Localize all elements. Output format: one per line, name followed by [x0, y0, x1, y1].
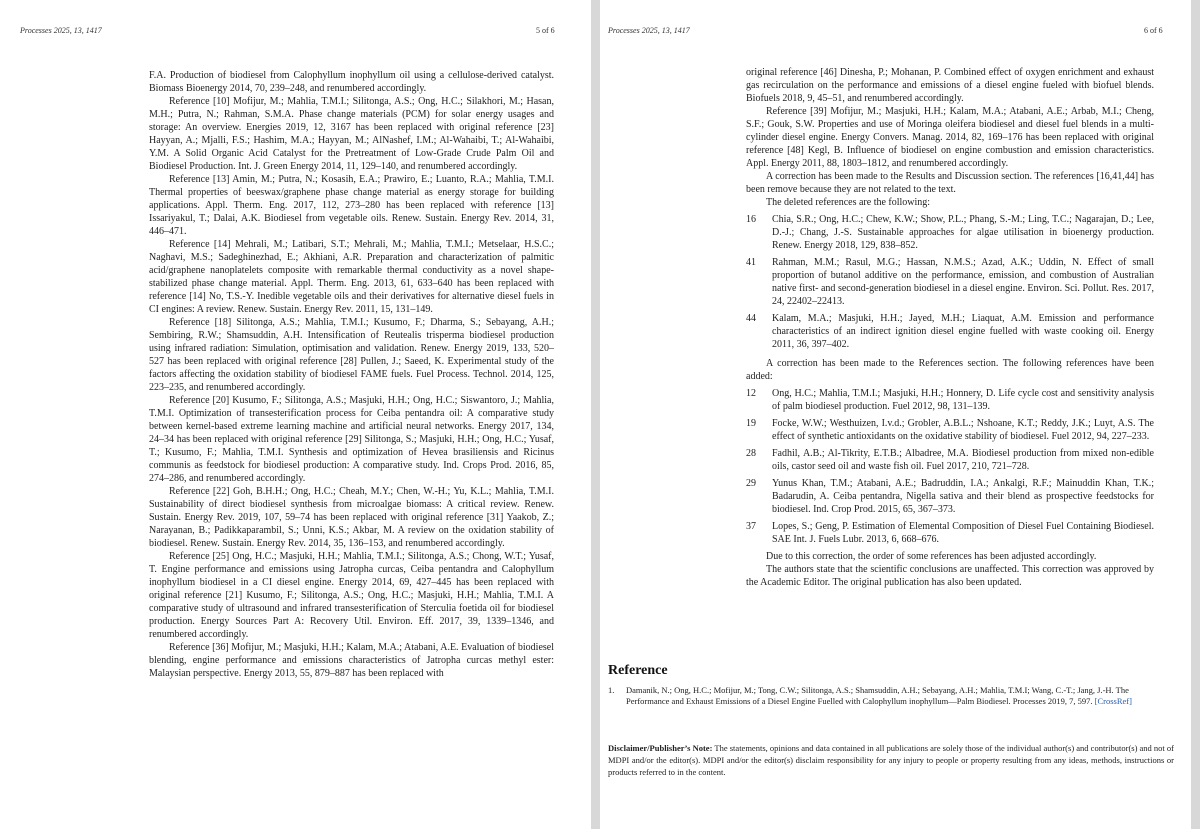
- reference-text: Yunus Khan, T.M.; Atabani, A.E.; Badruddin, I.A.; Ankalgi, R.F.; Mainuddin Khan, T.K.; Badarudin, A. Ceiba pentandra, Nigella sativa and their blend as prospective feedstocks for biodiesel. Ind. Crop Prod. 2015, 65, 367–373.: [772, 478, 1154, 515]
- paragraph: Reference [25] Ong, H.C.; Masjuki, H.H.; Mahlia, T.M.I.; Silitonga, A.S.; Chong, W.T.; Yusaf, T. Engine performance and emissions using Jatropha curcas, Ceiba pentandra and Calophyllum inophyllum biodiesel in a CI diesel engine. Energy 2014, 69, 427–445 has been replaced with original reference [21] Kusumo, F.; Silitonga, A.S.; Ong, H.C.; Masjuki, H.H.; Mahlia, T.M.I. A comparative study of ultrasound and infrared transesterification of Sterculia foetida oil for biodiesel production. Energy Sources Part A: Recovery Util. Environ. Eff. 2017, 39, 1339–1346, and renumbered accordingly.: [149, 551, 554, 640]
- page-number: 6 of 6: [1144, 26, 1163, 35]
- reference-number: 16: [746, 214, 756, 225]
- reference-list: [608, 685, 1164, 707]
- left-body: [149, 69, 554, 680]
- reference-number: 1.: [608, 685, 615, 695]
- added-reference: [746, 447, 1154, 473]
- paragraph: F.A. Production of biodiesel from Calophyllum inophyllum oil using a cellulose-derived catalyst. Biomass Bioenergy 2014, 70, 239–248, and renumbered accordingly.: [149, 70, 554, 94]
- reference-text: [626, 685, 1164, 707]
- paragraph: original reference [46] Dinesha, P.; Mohanan, P. Combined effect of oxygen enrichment and exhaust gas recirculation on the performance and emissions of a diesel engine fueled with biofuel blends. Biofuels 2018, 9, 45–51, and renumbered accordingly.: [746, 67, 1154, 104]
- paragraph: A correction has been made to the Results and Discussion section. The references [16,41,44] has been remove because they are not related to the text.: [746, 171, 1154, 195]
- paragraph: Reference [39] Mofijur, M.; Masjuki, H.H.; Kalam, M.A.; Atabani, A.E.; Arbab, M.I.; Cheng, S.F.; Gouk, S.W. Properties and use of Moringa oleifera biodiesel and diesel fuel blends in a multi-cylinder diesel engine. Energy Convers. Manag. 2014, 82, 169–176 has been replaced with original reference [48] Kegl, B. Influence of biodiesel on engine combustion and emission characteristics. Appl. Energy 2011, 88, 1803–1812, and renumbered accordingly.: [746, 106, 1154, 169]
- paragraph: Due to this correction, the order of some references has been adjusted accordingly.: [766, 551, 1097, 562]
- paragraph: Reference [22] Goh, B.H.H.; Ong, H.C.; Cheah, M.Y.; Chen, W.-H.; Yu, K.L.; Mahlia, T.M.I. Sustainability of direct biodiesel synthesis from microalgae biomass: A critical review. Renew. Sustain. Energy Rev. 2019, 107, 59–74 has been replaced with original reference [31] Yaakob, Z.; Narayanan, B.; Padikkaparambil, S.; Unni, K.S.; Akbar, M. A review on the oxidation stability of biodiesel. Renew. Sustain. Energy Rev. 2014, 35, 136–153, and renumbered accordingly.: [149, 486, 554, 549]
- added-reference: [746, 477, 1154, 516]
- reference-text: Rahman, M.M.; Rasul, M.G.; Hassan, N.M.S.; Azad, A.K.; Uddin, N. Effect of small proportion of butanol additive on the performance, emission, and combustion of Australian native first- and second-generation biodiesel in a diesel engine. Environ. Sci. Pollut. Res. 2017, 24, 22402–22413.: [772, 257, 1154, 307]
- added-reference: [746, 520, 1154, 546]
- reference-citation: Damanik, N.; Ong, H.C.; Mofijur, M.; Tong, C.W.; Silitonga, A.S.; Shamsuddin, A.H.; Sebayang, A.H.; Mahlia, T.M.I; Wang, C.-T.; Jang, J.-H. The Performance and Exhaust Emissions of a Diesel Engine Fuelled with Calophyllum inophyllum—Palm Biodiesel. Processes 2019, 7, 597.: [626, 685, 1129, 706]
- paragraph: Reference [36] Mofijur, M.; Masjuki, H.H.; Kalam, M.A.; Atabani, A.E. Evaluation of biodiesel blending, engine performance and emissions characteristics of Jatropha curcas methyl ester: Malaysian perspective. Energy 2013, 55, 879–887 has been replaced with: [149, 642, 554, 679]
- page-number: 5 of 6: [536, 26, 555, 35]
- paragraph: Reference [14] Mehrali, M.; Latibari, S.T.; Mehrali, M.; Mahlia, T.M.I.; Metselaar, H.S.C.; Naghavi, M.S.; Sadeghinezhad, E.; Akhiani, A.R. Preparation and characterization of palmitic acid/graphene nanoplatelets composite with remarkable thermal conductivity as a novel shape-stabilized phase change material. Appl. Therm. Eng. 2013, 61, 633–640 has been replaced with reference [14] No, T.S.-Y. Inedible vegetable oils and their derivatives for alternative diesel fuels in CI engines: A review. Renew. Sustain. Energy Rev. 2011, 15, 131–149.: [149, 239, 554, 315]
- journal-header: Processes 2025, 13, 1417: [20, 26, 102, 35]
- paragraph: Reference [20] Kusumo, F.; Silitonga, A.S.; Masjuki, H.H.; Ong, H.C.; Siswantoro, J.; Mahlia, T.M.I. Optimization of transesterification process for Ceiba pentandra oil: A comparative study between kernel-based extreme learning machine and artificial neural networks. Energy 2017, 134, 24–34 has been replaced with original reference [29] Silitonga, S.; Masjuki, H.H.; Ong, H.C.; Yusaf, T.; Kusumo, F.; Mahlia, T.M.I. Synthesis and optimization of Hevea brasiliensis and Ricinus communis as feedstock for biodiesel production: A comparative study. Ind. Crops Prod. 2016, 85, 274–286, and renumbered accordingly.: [149, 395, 554, 484]
- right-page: [600, 0, 1191, 829]
- deleted-reference: [746, 213, 1154, 252]
- left-page: [0, 0, 591, 829]
- added-reference: [746, 417, 1154, 443]
- paragraph: Reference [18] Silitonga, A.S.; Mahlia, T.M.I.; Kusumo, F.; Dharma, S.; Sebayang, A.H.; Sembiring, R.W.; Shamsuddin, A.H. Intensification of Reutealis trisperma biodiesel production using infrared radiation: Simulation, optimisation and validation. Renew. Energy 2019, 133, 520–527 has been replaced with original reference [28] Pullen, J.; Saeed, K. Experimental study of the factors affecting the oxidation stability of biodiesel FAME fuels. Fuel Process. Technol. 2014, 125, 223–235, and renumbered accordingly.: [149, 317, 554, 393]
- reference-text: Chia, S.R.; Ong, H.C.; Chew, K.W.; Show, P.L.; Phang, S.-M.; Ling, T.C.; Nagarajan, D.; Lee, D.-J.; Chang, J.-S. Sustainable approaches for algae utilisation in bioenergy production. Renew. Energy 2018, 129, 838–852.: [772, 214, 1154, 251]
- reference-number: 37: [746, 521, 756, 532]
- reference-text: Focke, W.W.; Westhuizen, I.v.d.; Grobler, A.B.L.; Nshoane, K.T.; Reddy, J.K.; Luyt, A.S. The effect of synthetic antioxidants on the oxidative stability of biodiesel. Fuel 2012, 94, 227–233.: [772, 418, 1154, 442]
- reference-number: 41: [746, 257, 756, 268]
- paragraph: The authors state that the scientific conclusions are unaffected. This correction was approved by the Academic Editor. The original publication has also been updated.: [746, 564, 1154, 588]
- reference-number: 19: [746, 418, 756, 429]
- paragraph: The deleted references are the following:: [766, 197, 931, 208]
- disclaimer-text: The statements, opinions and data contained in all publications are solely those of the individual author(s) and contributor(s) and not of MDPI and/or the editor(s). MDPI and/or the editor(s) disclaim responsibility for any injury to people or property resulting from any ideas, methods, instructions or products referred to in the content.: [608, 743, 1174, 777]
- reference-text: Kalam, M.A.; Masjuki, H.H.; Jayed, M.H.; Liaquat, A.M. Emission and performance characteristics of an indirect ignition diesel engine fuelled with waste cooking oil. Energy 2011, 36, 397–402.: [772, 313, 1154, 350]
- reference-heading: Reference: [608, 663, 668, 678]
- reference-number: 44: [746, 313, 756, 324]
- right-body: [746, 66, 1154, 589]
- disclaimer: [608, 742, 1174, 778]
- reference-text: Lopes, S.; Geng, P. Estimation of Elemental Composition of Diesel Fuel Containing Biodiesel. SAE Int. J. Fuels Lubr. 2013, 6, 668–676.: [772, 521, 1154, 545]
- crossref-link[interactable]: [CrossRef]: [1094, 696, 1132, 706]
- disclaimer-label: Disclaimer/Publisher’s Note:: [608, 743, 713, 753]
- added-reference: [746, 387, 1154, 413]
- paragraph: A correction has been made to the References section. The following references have been added:: [746, 358, 1154, 382]
- reference-text: Ong, H.C.; Mahlia, T.M.I.; Masjuki, H.H.; Honnery, D. Life cycle cost and sensitivity analysis of palm biodiesel production. Fuel 2012, 98, 131–139.: [772, 388, 1154, 412]
- deleted-reference: [746, 256, 1154, 308]
- reference-number: 29: [746, 478, 756, 489]
- reference-entry: [608, 685, 1164, 707]
- paragraph: Reference [10] Mofijur, M.; Mahlia, T.M.I.; Silitonga, A.S.; Ong, H.C.; Silakhori, M.; Hasan, M.H.; Putra, N.; Rahman, S.M.A. Phase change materials (PCM) for solar energy usages and storage: An overview. Energies 2019, 12, 3167 has been replaced with original reference [23] Hayyan, A.; Mjalli, F.S.; Hashim, M.A.; Hayyan, M.; AlNashef, I.M.; Al-Wahaibi, T.; Al-Wahaibi, Y.M. A Solid Organic Acid Catalyst for the Pretreatment of Low-Grade Crude Palm Oil and Biodiesel Production. Int. J. Green Energy 2014, 11, 129–140, and renumbered accordingly.: [149, 96, 554, 172]
- reference-text: Fadhil, A.B.; Al-Tikrity, E.T.B.; Albadree, M.A. Biodiesel production from mixed non-edible oils, castor seed oil and waste fish oil. Fuel 2017, 210, 721–728.: [772, 448, 1154, 472]
- journal-header: Processes 2025, 13, 1417: [608, 26, 690, 35]
- reference-number: 28: [746, 448, 756, 459]
- deleted-reference: [746, 312, 1154, 351]
- paragraph: Reference [13] Amin, M.; Putra, N.; Kosasih, E.A.; Prawiro, E.; Luanto, R.A.; Mahlia, T.M.I. Thermal properties of beeswax/graphene phase change material as energy storage for building applications. Appl. Therm. Eng. 2017, 112, 273–280 has been replaced with reference [13] Issariyakul, T.; Dalai, A.K. Biodiesel from vegetable oils. Renew. Sustain. Energy Rev. 2014, 31, 446–471.: [149, 174, 554, 237]
- reference-number: 12: [746, 388, 756, 399]
